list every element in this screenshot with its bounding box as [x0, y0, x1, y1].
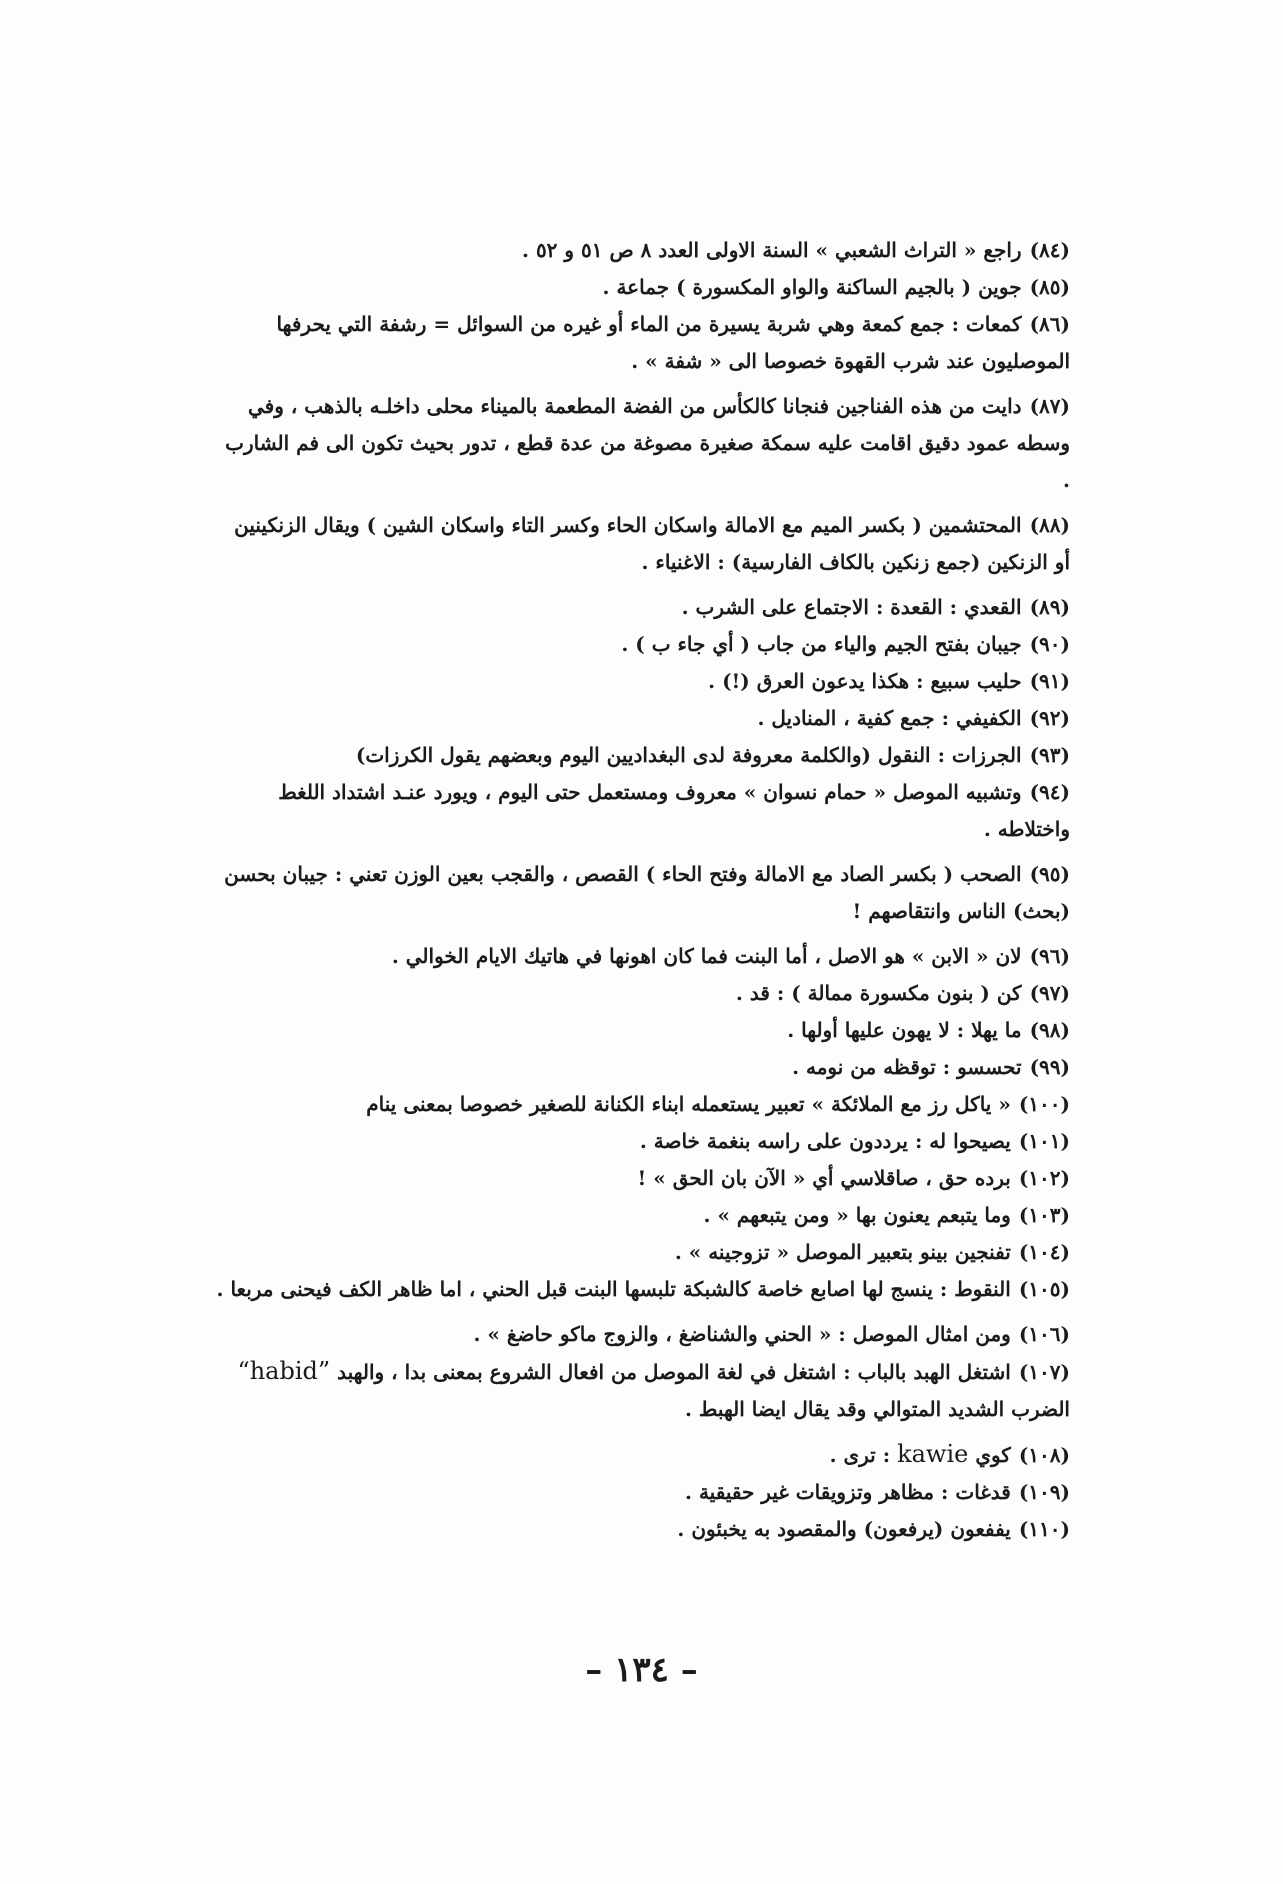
- footnote-number: (٩٨): [1029, 1018, 1070, 1042]
- footnote-number: (١٠٦): [1018, 1322, 1070, 1346]
- footnote: [212, 1123, 1070, 1160]
- footnote-text: تحسسو : توقظه من نومه .: [792, 1055, 1022, 1079]
- footnote: [212, 1160, 1070, 1197]
- footnote: [212, 856, 1070, 930]
- footnote-number: (٨٧): [1029, 394, 1070, 418]
- footnote-latin-term: “habid”: [237, 1357, 331, 1385]
- footnote: [212, 737, 1070, 774]
- footnote-text: وتشبيه الموصل « حمام نسوان » معروف ومستعمل حتى اليوم ، ويورد عنـد اشتداد اللغط واختلاطه .: [278, 780, 1070, 841]
- footnote-number: (٩٢): [1029, 706, 1070, 730]
- footnote-number: (١١٠): [1018, 1517, 1070, 1541]
- footnote-latin-term: kawie: [897, 1440, 969, 1468]
- footnote: [212, 589, 1070, 626]
- footnote: [212, 507, 1070, 581]
- footnote-text: برده حق ، صاقلاسي أي « الآن بان الحق » !: [637, 1166, 1011, 1190]
- footnote-number: (٩٠): [1029, 632, 1070, 656]
- footnote-text: لان « الابن » هو الاصل ، أما البنت فما كان اهونها في هاتيك الايام الخوالي .: [391, 944, 1022, 968]
- footnote-text: كوي: [975, 1443, 1011, 1467]
- footnote-text: جيبان بفتح الجيم والياء من جاب ( أي جاء ب ) .: [621, 632, 1022, 656]
- footnote-number: (١٠٢): [1018, 1166, 1070, 1190]
- footnote: [212, 1316, 1070, 1353]
- footnote: [212, 306, 1070, 380]
- footnote-text: « ياكل رز مع الملائكة » تعبير يستعمله ابناء الكنانة للصغير خصوصا بمعنى ينام: [366, 1092, 1011, 1116]
- footnote: [212, 774, 1070, 848]
- footnote-text-continued: الضرب الشديد المتوالي وقد يقال ايضا الهبط .: [685, 1397, 1070, 1421]
- footnote-text: كمعات : جمع كمعة وهي شربة يسيرة من الماء أو غيره من السوائل = رشفة التي يحرفها الموصليون عند شرب القهوة خصوصا الى « شفة » .: [276, 312, 1070, 373]
- footnote-number: (٩٣): [1029, 743, 1070, 767]
- footnote-text: راجع « التراث الشعبي » السنة الاولى العدد ٨ ص ٥١ و ٥٢ .: [522, 238, 1022, 262]
- footnote-text: النقوط : ينسج لها اصابع خاصة كالشبكة تلبسها البنت قبل الحني ، اما ظاهر الكف فيحنى مربعا .: [216, 1277, 1011, 1301]
- footnote-number: (٨٨): [1029, 513, 1070, 537]
- footnote: [212, 663, 1070, 700]
- footnote-text: الجرزات : النقول (والكلمة معروفة لدى البغداديين اليوم وبعضهم يقول الكرزات): [355, 743, 1022, 767]
- footnote-number: (٩٤): [1029, 780, 1070, 804]
- footnote: [212, 938, 1070, 975]
- footnote-number: (١٠٩): [1018, 1480, 1070, 1504]
- footnote-number: (١٠١): [1018, 1129, 1070, 1153]
- footnote-number: (٨٤): [1029, 238, 1070, 262]
- footnote: [212, 1012, 1070, 1049]
- footnote-text: جوين ( بالجيم الساكنة والواو المكسورة ) جماعة .: [602, 275, 1022, 299]
- footnotes-list: [212, 232, 1070, 1548]
- footnote-number: (٩٧): [1029, 981, 1070, 1005]
- footnote-text: تفنجين بينو بتعبير الموصل « تزوجينه » .: [674, 1240, 1011, 1264]
- footnote-text: اشتغل الهبد بالباب : اشتغل في لغة الموصل من افعال الشروع بمعنى بدا ، والهبد: [337, 1360, 1011, 1384]
- footnote-text: قدغات : مظاهر وتزويقات غير حقيقية .: [685, 1480, 1011, 1504]
- footnote-text: دايت من هذه الفناجين فنجانا كالكأس من الفضة المطعمة بالميناء محلى داخلـه بالذهب ، وفي وسطه عمود دقيق اقامت عليه سمكة صغيرة مصوغة من عدة قطع ، تدور بحيث تكون الى فم الشارب .: [225, 394, 1070, 492]
- footnote: [212, 1436, 1070, 1474]
- footnote-text: الكفيفي : جمع كفية ، المناديل .: [757, 706, 1022, 730]
- footnote-number: (٩٥): [1029, 862, 1070, 886]
- footnote-number: (١٠٤): [1018, 1240, 1070, 1264]
- page-number: – ١٣٤ –: [585, 1650, 698, 1690]
- footnote-text: ما يهلا : لا يهون عليها أولها .: [787, 1018, 1022, 1042]
- footnote-text: الصحب ( بكسر الصاد مع الامالة وفتح الحاء ) القصص ، والقجب بعين الوزن تعني : جيبان بحسن (بحث) الناس وانتقاصهم !: [224, 862, 1070, 923]
- footnote-number: (١٠٠): [1018, 1092, 1070, 1116]
- footnote-number: (١٠٥): [1018, 1277, 1070, 1301]
- footnote-text: ومن امثال الموصل : « الحني والشناضغ ، والزوج ماكو حاضغ » .: [473, 1322, 1011, 1346]
- footnote-text: كن ( بنون مكسورة ممالة ) : قد .: [735, 981, 1022, 1005]
- footnote: [212, 975, 1070, 1012]
- footnote: [212, 269, 1070, 306]
- footnote-number: (٩١): [1029, 669, 1070, 693]
- footnote: [212, 1511, 1070, 1548]
- footnote-text: القعدي : القعدة : الاجتماع على الشرب .: [681, 595, 1022, 619]
- footnote: [212, 1234, 1070, 1271]
- footnote-number: (٨٦): [1029, 312, 1070, 336]
- footnote: [212, 1086, 1070, 1123]
- footnote: [212, 700, 1070, 737]
- footnote-text: وما يتبعم يعنون بها « ومن يتبعهم » .: [703, 1203, 1011, 1227]
- footnote-text: حليب سبيع : هكذا يدعون العرق (!) .: [708, 669, 1022, 693]
- footnote: [212, 1271, 1070, 1308]
- footnote-text: يففعون (يرفعون) والمقصود به يخبئون .: [677, 1517, 1011, 1541]
- footnote: [212, 1353, 1070, 1428]
- footnote: [212, 626, 1070, 663]
- footnote-number: (١٠٧): [1018, 1360, 1070, 1384]
- footnote: [212, 1049, 1070, 1086]
- footnote: [212, 1474, 1070, 1511]
- footnote-number: (٩٦): [1029, 944, 1070, 968]
- footnote-number: (١٠٨): [1018, 1443, 1070, 1467]
- footnote-text: المحتشمين ( بكسر الميم مع الامالة واسكان الحاء وكسر التاء واسكان الشين ) ويقال الزنكينين أو الزنكين (جمع زنكين بالكاف الفارسية) : الاغنياء .: [234, 513, 1070, 574]
- footnote-text: يصيحوا له : يرددون على راسه بنغمة خاصة .: [639, 1129, 1011, 1153]
- footnote-number: (٩٩): [1029, 1055, 1070, 1079]
- footnote-number: (٨٩): [1029, 595, 1070, 619]
- footnote: [212, 1197, 1070, 1234]
- footnote-number: (٨٥): [1029, 275, 1070, 299]
- footnote: [212, 388, 1070, 499]
- footnote: [212, 232, 1070, 269]
- footnote-text-continued: : ترى .: [829, 1443, 891, 1467]
- footnote-number: (١٠٣): [1018, 1203, 1070, 1227]
